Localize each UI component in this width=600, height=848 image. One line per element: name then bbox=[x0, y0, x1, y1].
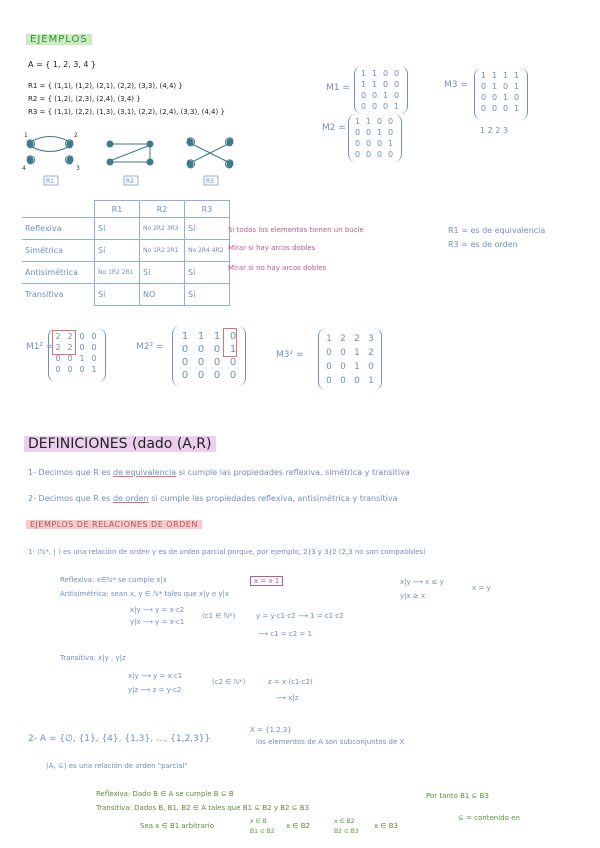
m1sq-cell: 2 bbox=[67, 332, 73, 341]
ex2-sub: (A, ⊆) es una relación de orden "parcial" bbox=[46, 762, 188, 770]
m1-cell: 1 bbox=[382, 91, 389, 100]
m1sq-cell: 1 bbox=[79, 354, 85, 363]
m2sq-cell: 0 bbox=[213, 357, 221, 368]
matrix-m2-label: M2 = bbox=[322, 123, 346, 133]
m2sq-cell: 0 bbox=[197, 344, 205, 355]
m1sq-cell: 0 bbox=[79, 343, 85, 352]
m1-cell: 0 bbox=[371, 102, 378, 111]
ex2-c2b: B2 ⊆ B3 bbox=[334, 828, 359, 835]
table-cell: No 2R2 3R3 bbox=[140, 218, 185, 240]
m3-cell: 0 bbox=[480, 104, 487, 113]
svg-text:1: 1 bbox=[24, 132, 28, 139]
m1sq-cell: 0 bbox=[67, 365, 73, 374]
ex2-c2a: x ∈ B2 bbox=[334, 818, 355, 825]
m3-cell: 0 bbox=[480, 82, 487, 91]
m3sq-cell: 0 bbox=[368, 362, 374, 372]
m1-cell: 0 bbox=[360, 91, 367, 100]
m2sq-cell: 1 bbox=[213, 331, 221, 342]
m3sq-cell: 2 bbox=[354, 334, 360, 344]
table-cell: Sí bbox=[140, 262, 185, 284]
m3sq-cell: 1 bbox=[368, 376, 374, 386]
svg-text:4: 4 bbox=[22, 165, 26, 172]
m1sq-cell: 0 bbox=[79, 332, 85, 341]
m1sq-cell: 0 bbox=[67, 354, 73, 363]
m3-cell: 1 bbox=[502, 71, 509, 80]
ex2-x-note2: los elementos de A son subconjuntos de X bbox=[256, 738, 405, 746]
table-header-r2: R2 bbox=[140, 201, 185, 218]
m3sq-cell: 2 bbox=[368, 348, 374, 358]
m1sq-cell: 0 bbox=[91, 354, 97, 363]
m3-cell: 0 bbox=[502, 104, 509, 113]
ex2-mid: x ∈ B2 bbox=[286, 822, 310, 830]
m3-cell: 0 bbox=[491, 93, 498, 102]
m2sq-cell: 1 bbox=[197, 331, 205, 342]
ex1-reflexiva: Reflexiva: x∈ℕ* se cumple x|x bbox=[60, 576, 167, 584]
matrix-m3sq-label: M3² = bbox=[276, 350, 304, 360]
m2-cell: 0 bbox=[354, 128, 361, 137]
ex2-right1: Por tanto B1 ⊆ B3 bbox=[426, 792, 489, 800]
m3sq-cell: 0 bbox=[354, 376, 360, 386]
graph-r3 bbox=[187, 138, 233, 168]
m1sq-cell: 2 bbox=[55, 343, 61, 352]
ex2-heading: 2- A = {∅, {1}, {4}, {1,3}, ..., {1,2,3}} bbox=[28, 734, 211, 744]
table-cell: Sí bbox=[95, 240, 140, 262]
ex1-trans-r2: ⟶ x|z bbox=[276, 694, 299, 702]
ex2-right2: ⊆ = contenido en bbox=[458, 814, 520, 822]
m3-cell: 1 bbox=[513, 71, 520, 80]
m1sq-cell: 0 bbox=[79, 365, 85, 374]
m1-cell: 0 bbox=[393, 91, 400, 100]
m1sq-cell: 2 bbox=[55, 332, 61, 341]
svg-text:2: 2 bbox=[74, 132, 78, 139]
ex2-reflexiva: Reflexiva: Dado B ∈ A se cumple B ⊆ B bbox=[96, 790, 234, 798]
table-cell: No 1R2 2R1 bbox=[140, 240, 185, 262]
svg-text:3: 3 bbox=[76, 165, 80, 172]
m2sq-cell: 0 bbox=[181, 357, 189, 368]
table-row-label: Transitiva bbox=[22, 284, 95, 306]
matrix-m1 bbox=[358, 68, 402, 112]
m2sq-cell: 1 bbox=[181, 331, 189, 342]
ex1-antisim-r1: y = y·c1·c2 ⟶ 1 = c1·c2 bbox=[256, 612, 344, 620]
m3-cell: 1 bbox=[513, 104, 520, 113]
m2-cell: 0 bbox=[354, 139, 361, 148]
note-simetrica: Mirar si hay arcos dobles bbox=[228, 244, 316, 252]
m3sq-cell: 1 bbox=[354, 348, 360, 358]
m2sq-cell: 0 bbox=[197, 357, 205, 368]
m2-cell: 1 bbox=[376, 128, 383, 137]
m2sq-cell: 0 bbox=[197, 370, 205, 381]
m3-cell: 0 bbox=[502, 82, 509, 91]
m3sq-cell: 2 bbox=[340, 334, 346, 344]
ex1-antisim-l1: x|y ⟶ y = x·c2 bbox=[130, 606, 185, 614]
m2sq-cell: 0 bbox=[229, 370, 237, 381]
m1sq-cell: 0 bbox=[91, 332, 97, 341]
m1sq-highlight-box bbox=[53, 331, 75, 354]
m3-cell: 1 bbox=[491, 82, 498, 91]
table-row-label: Reflexiva bbox=[22, 218, 95, 240]
table-cell: Sí bbox=[185, 284, 230, 306]
m2sq-cell: 0 bbox=[213, 370, 221, 381]
graph-r1 bbox=[27, 137, 73, 164]
m3-cell: 1 bbox=[491, 71, 498, 80]
ex1-antisimetrica: Antisimétrica: sean x, y ∈ ℕ* tales que x|y e y|x bbox=[60, 590, 230, 598]
m2sq-cell: 0 bbox=[229, 331, 237, 342]
m3-cell: 1 bbox=[513, 82, 520, 91]
m2-cell: 0 bbox=[376, 139, 383, 148]
m1sq-cell: 2 bbox=[67, 343, 73, 352]
table-cell: Sí bbox=[185, 218, 230, 240]
ex1-antisim-l2: y|x ⟶ y = x·c1 bbox=[130, 618, 185, 626]
set-a: A = { 1, 2, 3, 4 } bbox=[28, 60, 97, 69]
m3sq-cell: 0 bbox=[340, 376, 346, 386]
definition-1: 1- Decimos que R es de equivalencia si cumple las propiedades reflexiva, simétrica y transitiva bbox=[28, 468, 410, 477]
m3-cell: 0 bbox=[491, 104, 498, 113]
m1sq-cell: 1 bbox=[91, 365, 97, 374]
note-antisimetrica: Mirar si no hay arcos dobles bbox=[228, 264, 327, 272]
m3sq-cell: 1 bbox=[354, 362, 360, 372]
m3sq-cell: 0 bbox=[326, 348, 332, 358]
m3-cell: 0 bbox=[480, 93, 487, 102]
ex2-transitiva: Transitiva: Dados B, B1, B2 ∈ A tales que B1 ⊆ B2 y B2 ⊆ B3 bbox=[96, 804, 310, 812]
m2-cell: 0 bbox=[387, 117, 394, 126]
ex1-right-l1: x|y ⟶ x ≤ y bbox=[400, 578, 444, 586]
definiciones-title: DEFINICIONES (dado (A,R) bbox=[24, 436, 216, 452]
m1sq-cell: 0 bbox=[55, 365, 61, 374]
m1sq-cell: 0 bbox=[91, 343, 97, 352]
ex1-trans-c: (c2 ∈ ℕ*) bbox=[212, 678, 246, 686]
properties-table bbox=[22, 200, 230, 306]
m2-cell: 1 bbox=[354, 117, 361, 126]
table-cell: Sí bbox=[95, 284, 140, 306]
definition-2: 2- Decimos que R es de orden si cumple las propiedades reflexiva, antisimétrica y transitiva bbox=[28, 494, 398, 503]
ex1-antisim-r2: ⟶ c1 = c2 = 1 bbox=[258, 630, 312, 638]
matrix-m2 bbox=[352, 116, 396, 160]
m2sq-cell: 0 bbox=[181, 370, 189, 381]
m2-cell: 0 bbox=[365, 128, 372, 137]
m2-cell: 0 bbox=[354, 150, 361, 159]
m1-cell: 1 bbox=[360, 69, 367, 78]
relation-graphs bbox=[22, 132, 242, 188]
m1-cell: 1 bbox=[360, 80, 367, 89]
relation-r1: R1 = { (1,1), (1,2), (2,1), (2,2), (3,3), (4,4) } bbox=[28, 82, 183, 90]
m3sq-cell: 0 bbox=[326, 362, 332, 372]
m1-cell: 0 bbox=[393, 80, 400, 89]
matrix-m3 bbox=[478, 70, 522, 114]
m2sq-cell: 0 bbox=[213, 344, 221, 355]
m2-cell: 1 bbox=[387, 139, 394, 148]
m2-cell: 0 bbox=[376, 117, 383, 126]
ex2-x-note: X = {1,2,3} bbox=[250, 726, 292, 734]
side-note-r3: R3 = es de orden bbox=[448, 240, 518, 249]
m2-cell: 1 bbox=[365, 117, 372, 126]
table-header-empty bbox=[22, 201, 95, 218]
m1-cell: 1 bbox=[371, 80, 378, 89]
matrix-m2sq-label: M2² = bbox=[136, 342, 164, 352]
m3-cell: 1 bbox=[502, 93, 509, 102]
ex1-right-r: x = y bbox=[472, 584, 491, 592]
m2-cell: 0 bbox=[376, 150, 383, 159]
note-reflexiva: Si todos los elementos tienen un bucle bbox=[228, 226, 364, 234]
matrix-m3sq bbox=[322, 332, 378, 388]
ejemplos-title: EJEMPLOS bbox=[26, 34, 92, 45]
ex1-trans-r1: z = x·(c1·c2) bbox=[268, 678, 313, 686]
ex1-transitiva: Transitiva: x|y , y|z bbox=[60, 654, 126, 662]
ex1-antisim-c: (c1 ∈ ℕ*) bbox=[202, 612, 236, 620]
svg-text:R1: R1 bbox=[46, 178, 54, 185]
m2-cell: 0 bbox=[365, 150, 372, 159]
svg-text:R2: R2 bbox=[126, 178, 134, 185]
relation-r2: R2 = { (1,2), (2,3), (2,4), (3,4) } bbox=[28, 95, 141, 103]
m1-cell: 0 bbox=[393, 69, 400, 78]
matrix-m1sq-label: M1² = bbox=[26, 342, 54, 352]
side-note-r1: R1 = es de equivalencia bbox=[448, 226, 546, 235]
ex2-c1b: B1 ⊆ B2 bbox=[250, 828, 275, 835]
m2sq-cell: 0 bbox=[229, 357, 237, 368]
m1-cell: 0 bbox=[360, 102, 367, 111]
m1sq-cell: 0 bbox=[55, 354, 61, 363]
m1-cell: 1 bbox=[371, 69, 378, 78]
ex1-trans-l1: x|y ⟶ y = x·c1 bbox=[128, 672, 183, 680]
m3sq-cell: 0 bbox=[340, 362, 346, 372]
m2sq-cell: 1 bbox=[229, 344, 237, 355]
table-row-label: Antisimétrica bbox=[22, 262, 95, 284]
table-row-label: Simétrica bbox=[22, 240, 95, 262]
m2-cell: 0 bbox=[387, 150, 394, 159]
ex2-res: x ∈ B3 bbox=[374, 822, 398, 830]
m3sq-cell: 1 bbox=[326, 334, 332, 344]
m1-cell: 0 bbox=[382, 80, 389, 89]
m3sq-cell: 0 bbox=[326, 376, 332, 386]
table-header-r3: R3 bbox=[185, 201, 230, 218]
table-cell: Sí bbox=[185, 262, 230, 284]
m2-cell: 0 bbox=[387, 128, 394, 137]
m2sq-highlight-box bbox=[224, 329, 236, 356]
table-cell: No 2R4 4R2 bbox=[185, 240, 230, 262]
graph-r2 bbox=[107, 141, 153, 165]
ex2-c1a: x ∈ B bbox=[250, 818, 267, 825]
ex1-trans-l2: y|z ⟶ z = y·c2 bbox=[128, 686, 182, 694]
m1-cell: 1 bbox=[393, 102, 400, 111]
ex2-sea: Sea x ∈ B1 arbitrario bbox=[140, 822, 215, 830]
ex1-right-l2: y|x ≥ x bbox=[400, 592, 426, 600]
m3sq-cell: 3 bbox=[368, 334, 374, 344]
m1-cell: 0 bbox=[382, 69, 389, 78]
m2sq-cell: 0 bbox=[181, 344, 189, 355]
table-cell: NO bbox=[140, 284, 185, 306]
ex1-heading: 1- (ℕ*, | ) es una relación de orden y es de orden parcial porque, por ejemplo, 2∤3 y 3∤2 (2,3 no son compatibles) bbox=[28, 548, 426, 556]
m3sq-cell: 0 bbox=[340, 348, 346, 358]
relation-r3: R3 = { (1,1), (2,2), (1,3), (3,1), (2,2), (2,4), (3,3), (4,4) } bbox=[28, 108, 225, 116]
matrix-m1-label: M1 = bbox=[326, 83, 350, 93]
m1-cell: 0 bbox=[371, 91, 378, 100]
table-header-r1: R1 bbox=[95, 201, 140, 218]
ejemplos-orden-title: EJEMPLOS DE RELACIONES DE ORDEN bbox=[26, 520, 202, 529]
matrix-m3-label: M3 = bbox=[444, 80, 468, 90]
ex1-reflexiva-box: x = x·1 bbox=[250, 576, 283, 586]
m1-cell: 0 bbox=[382, 102, 389, 111]
m3-cell: 0 bbox=[513, 93, 520, 102]
m3-cell: 1 bbox=[480, 71, 487, 80]
svg-text:R3: R3 bbox=[206, 178, 214, 185]
m2-cell: 0 bbox=[365, 139, 372, 148]
table-cell: Sí bbox=[95, 218, 140, 240]
table-cell: No 1R2 2R1 bbox=[95, 262, 140, 284]
matrix-m3-below: 1 2 2 3 bbox=[480, 126, 508, 135]
